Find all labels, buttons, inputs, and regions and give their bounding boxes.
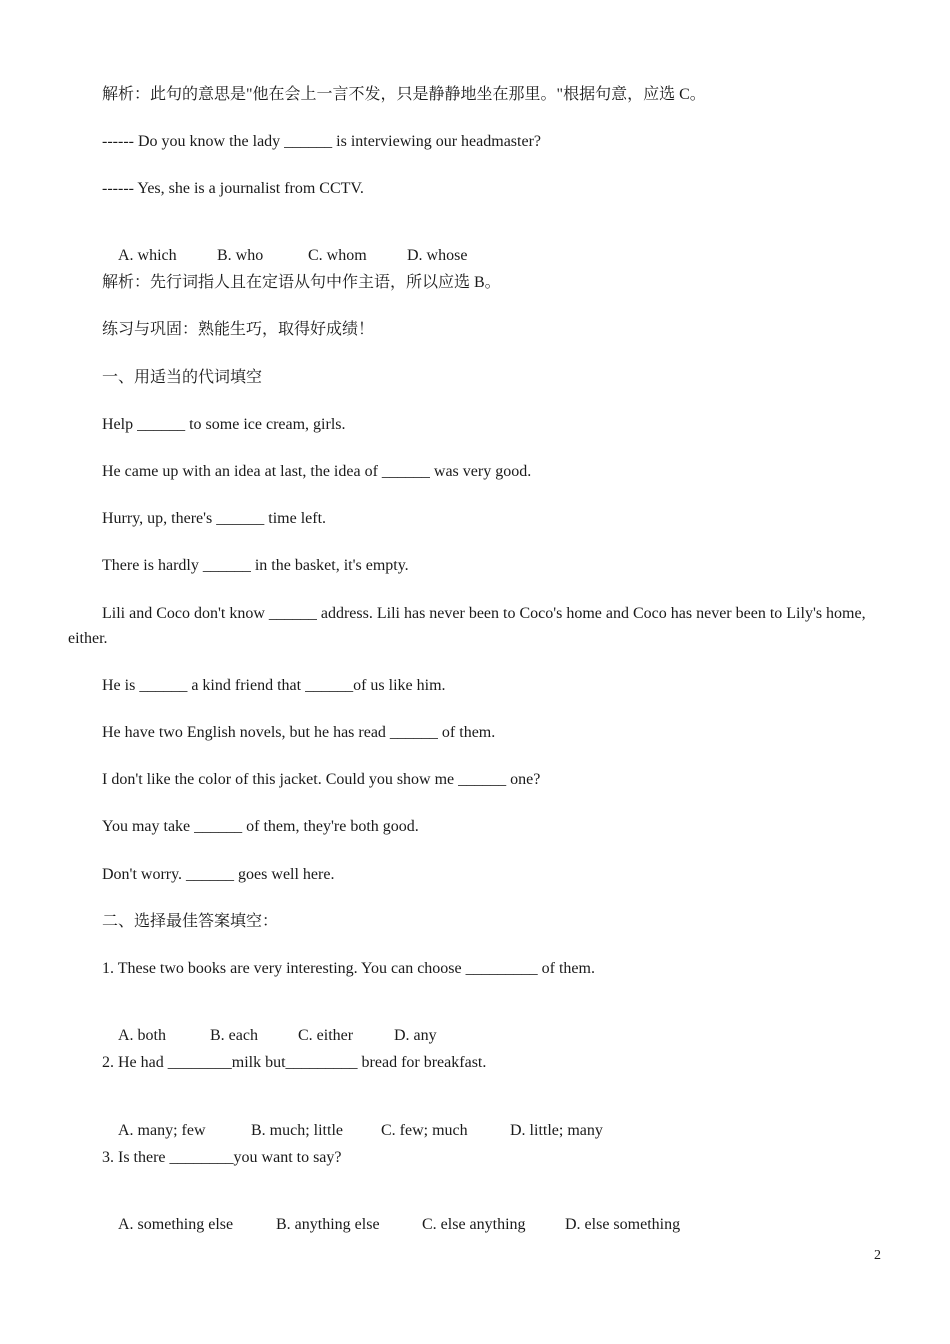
option-a: A. which xyxy=(118,247,177,264)
exercise-item: He have two English novels, but he has read ______ of them. xyxy=(102,724,496,741)
exercise-item: There is hardly ______ in the basket, it's empty. xyxy=(102,557,409,574)
option-d: D. whose xyxy=(407,247,468,264)
question-stem: 2. He had ________milk but_________ bread for breakfast. xyxy=(102,1054,487,1071)
question-stem: 1. These two books are very interesting. You can choose _________ of them. xyxy=(102,960,595,977)
exercise-item: I don't like the color of this jacket. Could you show me ______ one? xyxy=(102,771,541,788)
analysis-paragraph: 解析：先行词指人且在定语从句中作主语，所以应选 B。 xyxy=(102,274,501,291)
option-d: D. little; many xyxy=(510,1122,603,1139)
option-d: D. any xyxy=(394,1027,437,1044)
option-b: B. who xyxy=(217,247,264,264)
exercise-item: Don't worry. ______ goes well here. xyxy=(102,866,335,883)
option-c: C. few; much xyxy=(381,1122,468,1139)
section-heading: 二、选择最佳答案填空： xyxy=(102,913,279,930)
option-d: D. else something xyxy=(565,1216,681,1233)
option-b: B. anything else xyxy=(276,1216,380,1233)
option-c: C. either xyxy=(298,1027,354,1044)
exercise-item: Lili and Coco don't know ______ address. Lili has never been to Coco's home and Coco has never been to Lily's home, either. xyxy=(68,605,866,647)
question-options xyxy=(102,1195,680,1255)
option-b: B. each xyxy=(210,1027,258,1044)
page-number: 2 xyxy=(874,1248,881,1263)
option-b: B. much; little xyxy=(251,1122,343,1139)
exercise-item: He is ______ a kind friend that ______of us like him. xyxy=(102,677,446,694)
analysis-paragraph: 解析：此句的意思是"他在会上一言不发，只是静静地坐在那里。"根据句意，应选 C。 xyxy=(102,86,706,103)
option-c: C. else anything xyxy=(422,1216,526,1233)
practice-title: 练习与巩固：熟能生巧，取得好成绩！ xyxy=(102,321,375,338)
dialogue-answer: ------ Yes, she is a journalist from CCTV. xyxy=(102,180,364,197)
section-heading: 一、用适当的代词填空 xyxy=(102,369,263,386)
exercise-item: Hurry, up, there's ______ time left. xyxy=(102,510,327,527)
option-a: A. both xyxy=(118,1027,166,1044)
option-c: C. whom xyxy=(308,247,367,264)
exercise-item: You may take ______ of them, they're both good. xyxy=(102,818,419,835)
dialogue-question: ------ Do you know the lady ______ is interviewing our headmaster? xyxy=(102,133,541,150)
question-stem: 3. Is there ________you want to say? xyxy=(102,1149,342,1166)
option-a: A. something else xyxy=(118,1216,234,1233)
option-a: A. many; few xyxy=(118,1122,206,1139)
exercise-item: Help ______ to some ice cream, girls. xyxy=(102,416,346,433)
exercise-item: He came up with an idea at last, the idea of ______ was very good. xyxy=(102,463,532,480)
